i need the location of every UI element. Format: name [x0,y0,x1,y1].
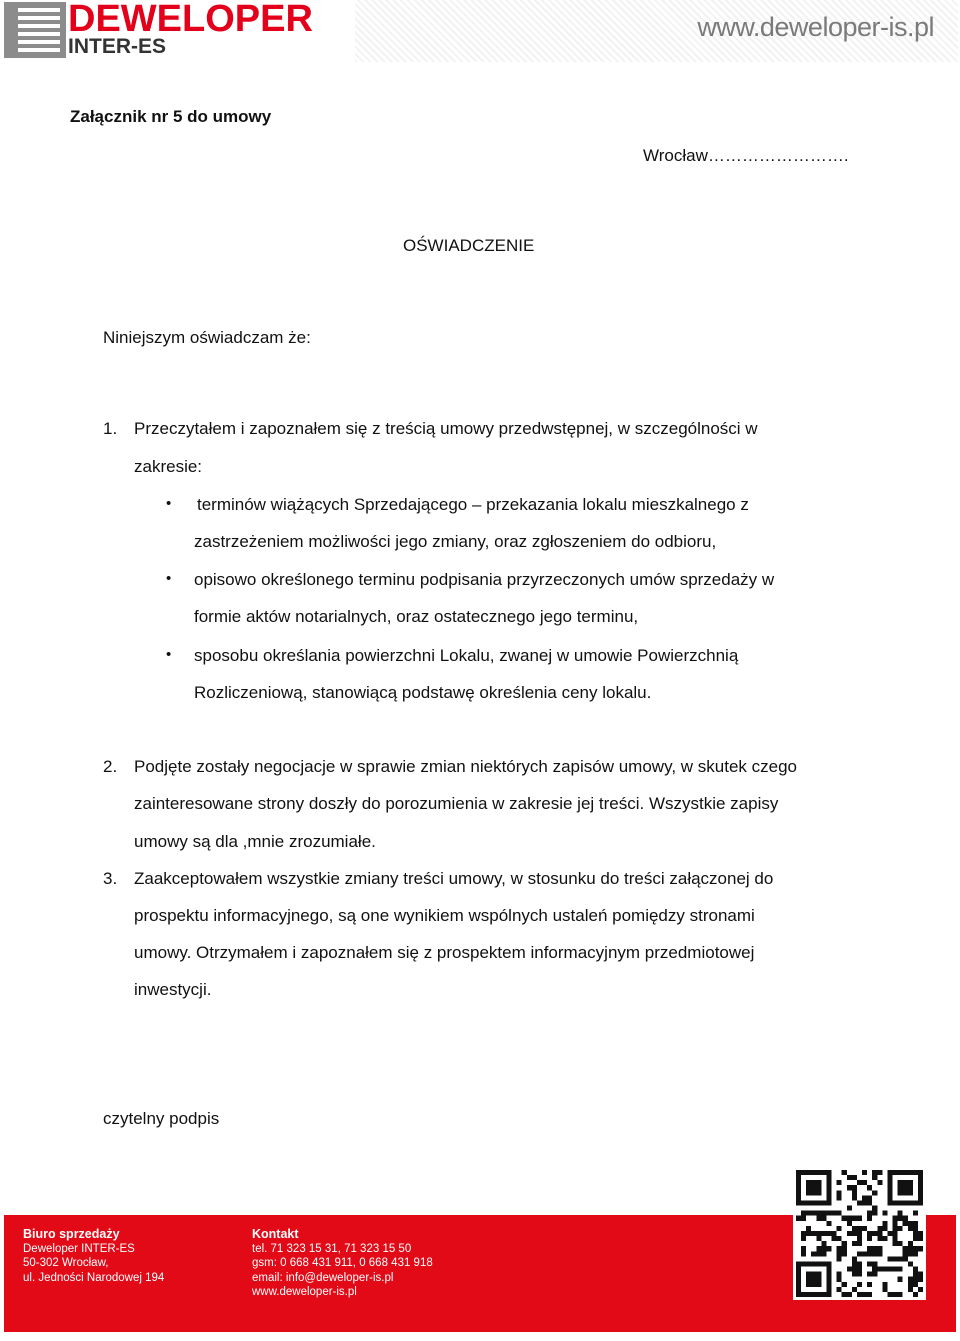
item1-number: 1. [103,419,118,438]
sales-heading: Biuro sprzedaży [23,1227,120,1241]
logo-icon [4,2,66,58]
contact-website[interactable]: www.deweloper-is.pl [252,1286,357,1298]
contact-email[interactable]: email: info@deweloper-is.pl [252,1271,394,1284]
sales-line: ul. Jedności Narodowej 194 [23,1271,165,1284]
item2-line: Podjęte zostały negocjacje w sprawie zmian niektórych zapisów umowy, w skutek czego [134,757,797,776]
place-date: Wrocław……………………. [643,146,849,165]
attachment-label: Załącznik nr 5 do umowy [70,107,272,126]
item2-line: zainteresowane strony doszły do porozumienia w zakresie jej treści. Wszystkie zapisy [134,794,779,813]
item2-number: 2. [103,757,118,776]
bullet-icon: • [166,495,172,512]
bullet-line: zastrzeżeniem możliwości jego zmiany, oraz zgłoszeniem do odbioru, [194,532,717,551]
item1-line: zakresie: [134,457,203,476]
item2-line: umowy są dla ,mnie zrozumiałe. [134,832,376,851]
item3-line: prospektu informacyjnego, są one wynikiem wspólnych ustaleń pomiędzy stronami [134,906,755,925]
bullet-line: sposobu określania powierzchni Lokalu, zwanej w umowie Powierzchnią [194,646,739,665]
bullet-line: opisowo określonego terminu podpisania przyrzeczonych umów sprzedaży w [194,570,775,589]
item3-line: inwestycji. [134,980,212,999]
qr-code-icon [793,1167,926,1300]
contact-gsm: gsm: 0 668 431 911, 0 668 431 918 [252,1257,433,1269]
website-url[interactable]: www.deweloper-is.pl [697,12,934,42]
item3-line: Zaakceptowałem wszystkie zmiany treści umowy, w stosunku do treści załączonej do [134,869,774,888]
contact-block [252,1227,433,1300]
contact-heading: Kontakt [252,1227,299,1241]
item3-line: umowy. Otrzymałem i zapoznałem się z prospektem informacyjnym przedmiotowej [134,943,755,962]
item1-line: Przeczytałem i zapoznałem się z treścią umowy przedwstępnej, w szczególności w [134,419,758,438]
intro-text: Niniejszym oświadczam że: [103,328,311,347]
bullet-icon: • [166,570,172,587]
item3-number: 3. [103,869,118,888]
sales-line: 50-302 Wrocław, [23,1257,109,1269]
document-title: OŚWIADCZENIE [403,236,535,255]
bullet-icon: • [166,646,172,663]
signature-label: czytelny podpis [103,1109,220,1128]
brand-subname: INTER-ES [68,35,167,58]
sales-line: Deweloper INTER-ES [23,1242,135,1255]
brand-name: DEWELOPER [68,0,313,40]
bullet-line: Rozliczeniową, stanowiącą podstawę określenia ceny lokalu. [194,683,652,702]
contact-phone: tel. 71 323 15 31, 71 323 15 50 [252,1242,412,1255]
bullet-line: terminów wiążących Sprzedającego – przekazania lokalu mieszkalnego z [197,495,749,514]
sales-office [23,1227,164,1285]
bullet-line: formie aktów notarialnych, oraz ostatecznego jego terminu, [194,607,639,626]
